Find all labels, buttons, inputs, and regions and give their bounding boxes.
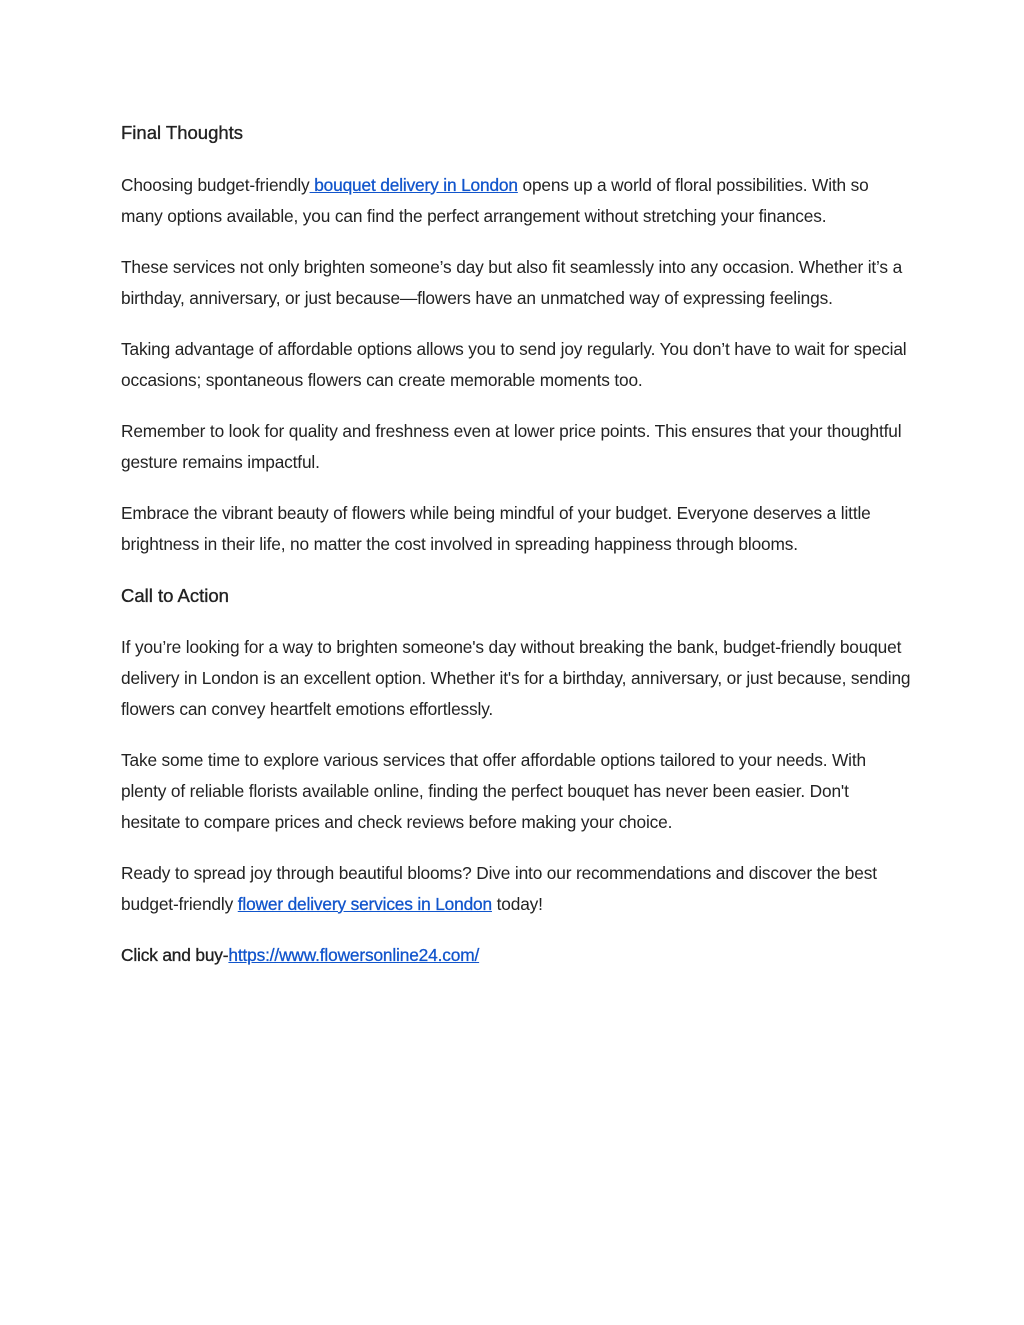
paragraph-looking-for: If you’re looking for a way to brighten someone's day without breaking the bank, budget-friendly bouquet delivery in London is an excellent option. Whether it's for a birthday, anniversary, or just because, sending flowers can convey heartfelt emotions effortlessly. — [121, 637, 911, 719]
paragraph-quality: Remember to look for quality and freshness even at lower price points. This ensures that your thoughtful gesture remains impactful. — [121, 421, 902, 472]
section-heading-call-to-action: Call to Action — [121, 585, 229, 606]
paragraph-text: Choosing budget-friendly — [121, 175, 310, 195]
click-and-buy-label: Click and buy- — [121, 945, 229, 965]
paragraph-affordable-options: Taking advantage of affordable options allows you to send joy regularly. You don’t have to wait for special occasions; spontaneous flowers can create memorable moments too. — [121, 339, 907, 390]
paragraph-explore: Take some time to explore various services that offer affordable options tailored to your needs. With plenty of reliable florists available online, finding the perfect bouquet has never been easier. Don't hesitate to compare prices and check reviews before making your choice. — [121, 750, 866, 832]
paragraph-text: opens up a world of floral possibilities. With so many options available, you can find the perfect arrangement without stretching your finances. — [121, 175, 869, 226]
link-flowersonline24[interactable]: https://www.flowersonline24.com/ — [228, 945, 480, 965]
section-heading-final-thoughts: Final Thoughts — [121, 122, 244, 143]
paragraph-embrace: Embrace the vibrant beauty of flowers while being mindful of your budget. Everyone deserves a little brightness in their life, no matter the cost involved in spreading happiness through blooms. — [121, 503, 871, 554]
paragraph-services: These services not only brighten someone’s day but also fit seamlessly into any occasion. Whether it’s a birthday, anniversary, or just because—flowers have an unmatched way of expressing feelings. — [121, 257, 903, 308]
paragraph-text: Ready to spread joy through beautiful blooms? Dive into our recommendations and discover the best budget-friendly — [121, 863, 877, 914]
paragraph-ready — [121, 858, 911, 920]
paragraph-click-and-buy — [121, 940, 911, 971]
paragraph-choosing — [121, 170, 911, 232]
paragraph-text: today! — [491, 894, 543, 914]
link-bouquet-delivery-london[interactable]: bouquet delivery in London — [309, 175, 518, 195]
document-page — [121, 118, 911, 991]
link-flower-delivery-services-london[interactable]: flower delivery services in London — [237, 894, 492, 914]
